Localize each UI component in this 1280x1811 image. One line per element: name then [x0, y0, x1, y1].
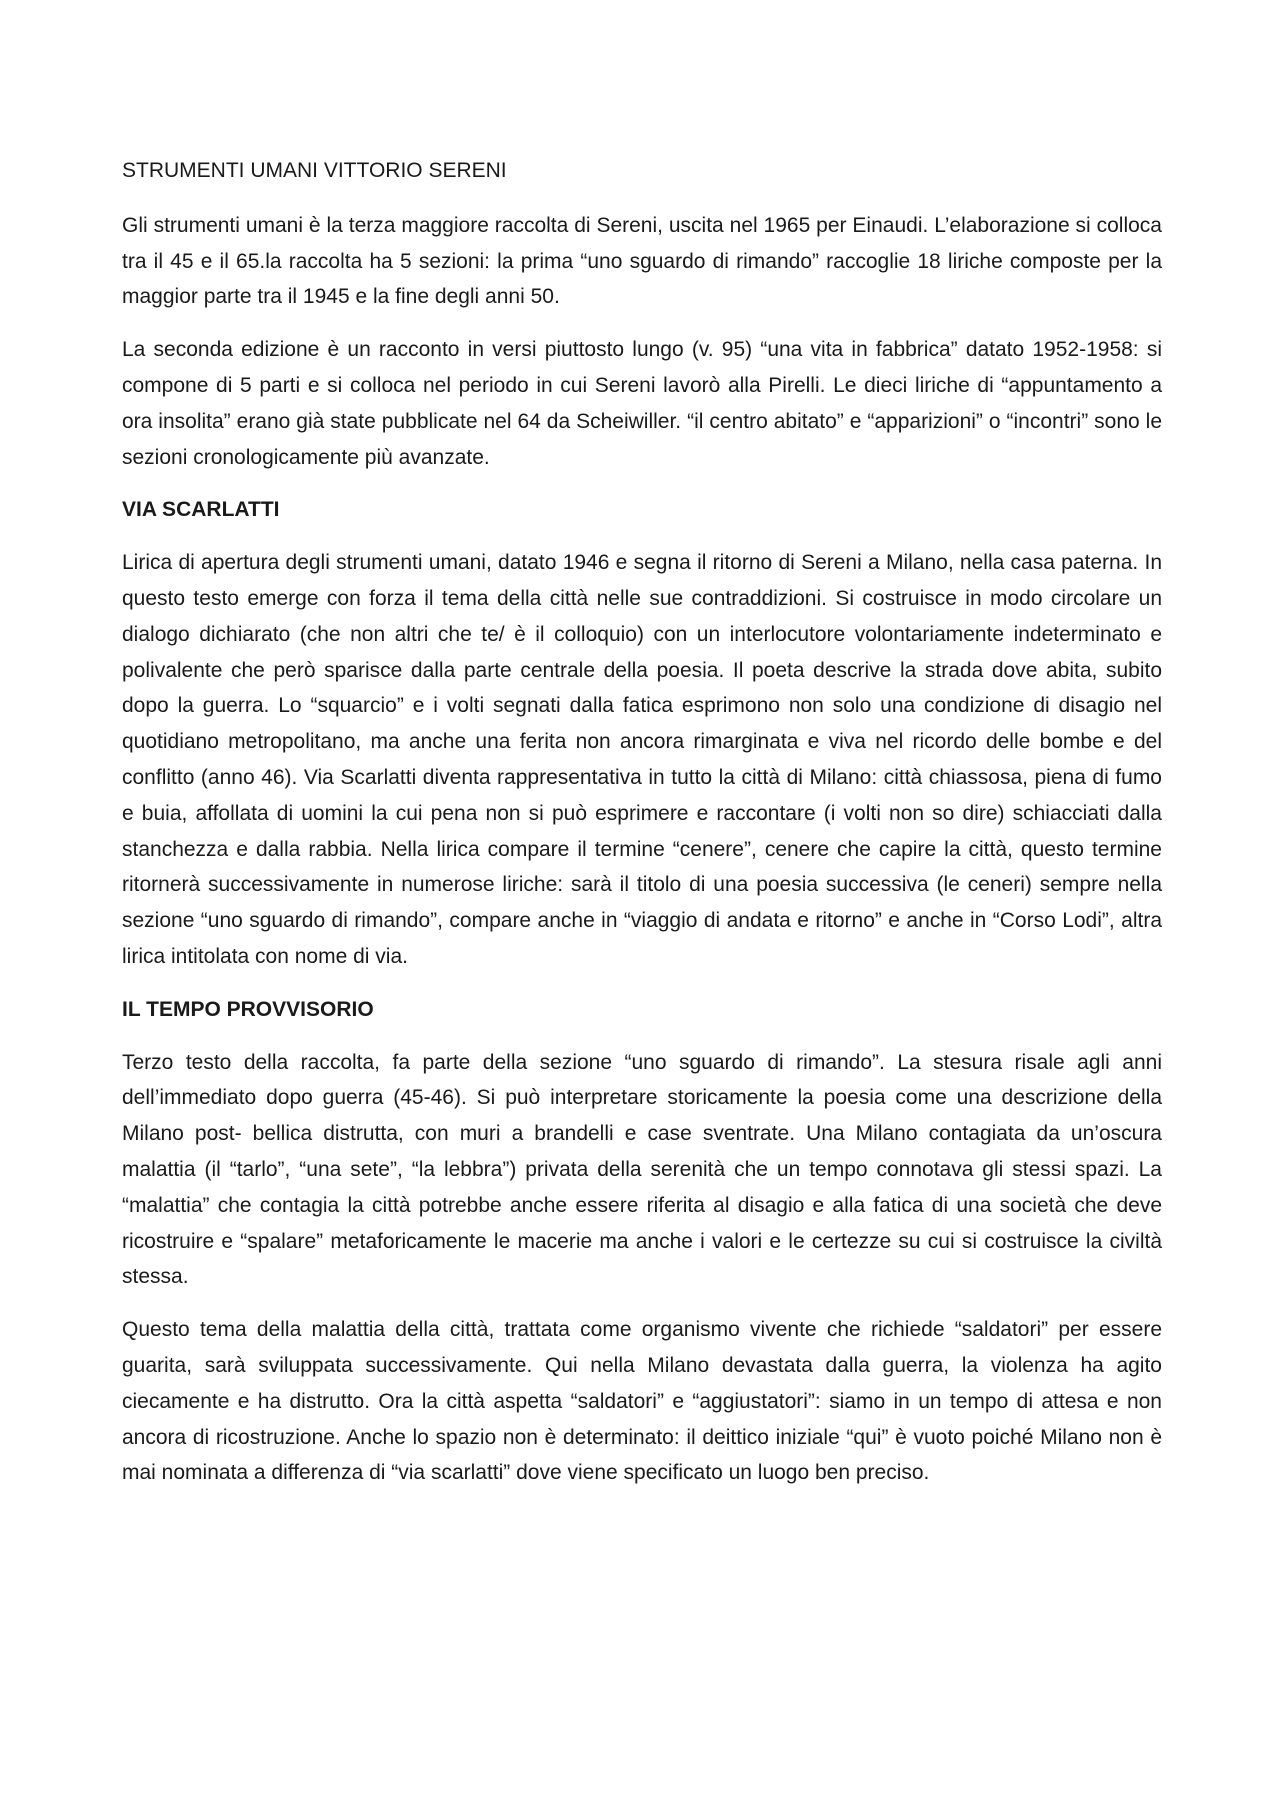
section-heading-il-tempo-provvisorio: IL TEMPO PROVVISORIO [122, 997, 374, 1021]
tempo-provvisorio-paragraph-2: Questo tema della malattia della città, trattata come organismo vivente che richiede “saldatori” per essere guarita, sarà sviluppata successivamente. Qui nella Milano devastata dalla guerra, la violenza ha agito ciecamente e ha distrutto. Ora la città aspetta “saldatori” e “aggiustatori”: siamo in un tempo di attesa e non ancora di ricostruzione. Anche lo spazio non è determinato: il deittico iniziale “qui” è vuoto poiché Milano non è mai nominata a differenza di “via scarlatti” dove viene specificato un luogo ben preciso. [122, 1318, 1162, 1485]
document-title: STRUMENTI UMANI VITTORIO SERENI [122, 159, 507, 182]
via-scarlatti-paragraph: Lirica di apertura degli strumenti umani, datato 1946 e segna il ritorno di Sereni a Milano, nella casa paterna. In questo testo emerge con forza il tema della città nelle sue contraddizioni. Si costruisce in modo circolare un dialogo dichiarato (che non altri che te/ è il colloquio) con un interlocutore volontariamente indeterminato e polivalente che però sparisce dalla parte centrale della poesia. Il poeta descrive la strada dove abita, subito dopo la guerra. Lo “squarcio” e i volti segnati dalla fatica esprimono non solo una condizione di disagio nel quotidiano metropolitano, ma anche una ferita non ancora rimarginata e viva nel ricordo delle bombe e del conflitto (anno 46). Via Scarlatti diventa rappresentativa in tutto la città di Milano: città chiassosa, piena di fumo e buia, affollata di uomini la cui pena non si può esprimere e raccontare (i volti non so dire) schiacciati dalla stanchezza e dalla rabbia. Nella lirica compare il termine “cenere”, cenere che capire la città, questo termine ritornerà successivamente in numerose liriche: sarà il titolo di una poesia successiva (le ceneri) sempre nella sezione “uno sguardo di rimando”, compare anche in “viaggio di andata e ritorno” e anche in “Corso Lodi”, altra lirica intitolata con nome di via. [122, 551, 1162, 968]
document-page [122, 153, 1162, 1508]
intro-paragraph-1: Gli strumenti umani è la terza maggiore raccolta di Sereni, uscita nel 1965 per Einaudi. L’elaborazione si colloca tra il 45 e il 65.la raccolta ha 5 sezioni: la prima “uno sguardo di rimando” raccoglie 18 liriche composte per la maggior parte tra il 1945 e la fine degli anni 50. [122, 213, 1162, 309]
intro-paragraph-2: La seconda edizione è un racconto in versi piuttosto lungo (v. 95) “una vita in fabbrica” datato 1952-1958: si compone di 5 parti e si colloca nel periodo in cui Sereni lavorò alla Pirelli. Le dieci liriche di “appuntamento a ora insolita” erano già state pubblicate nel 64 da Scheiwiller. “il centro abitato” e “apparizioni” o “incontri” sono le sezioni cronologicamente più avanzate. [122, 338, 1162, 469]
section-heading-via-scarlatti: VIA SCARLATTI [122, 498, 280, 522]
tempo-provvisorio-paragraph-1: Terzo testo della raccolta, fa parte della sezione “uno sguardo di rimando”. La stesura risale agli anni dell’immediato dopo guerra (45-46). Si può interpretare storicamente la poesia come una descrizione della Milano post- bellica distrutta, con muri a brandelli e case sventrate. Una Milano contagiata da un’oscura malattia (il “tarlo”, “una sete”, “la lebbra”) privata della serenità che un tempo connotava gli stessi spazi. La “malattia” che contagia la città potrebbe anche essere riferita al disagio e alla fatica di una società che deve ricostruire e “spalare” metaforicamente le macerie ma anche i valori e le certezze su cui si costruisce la civiltà stessa. [122, 1050, 1162, 1289]
